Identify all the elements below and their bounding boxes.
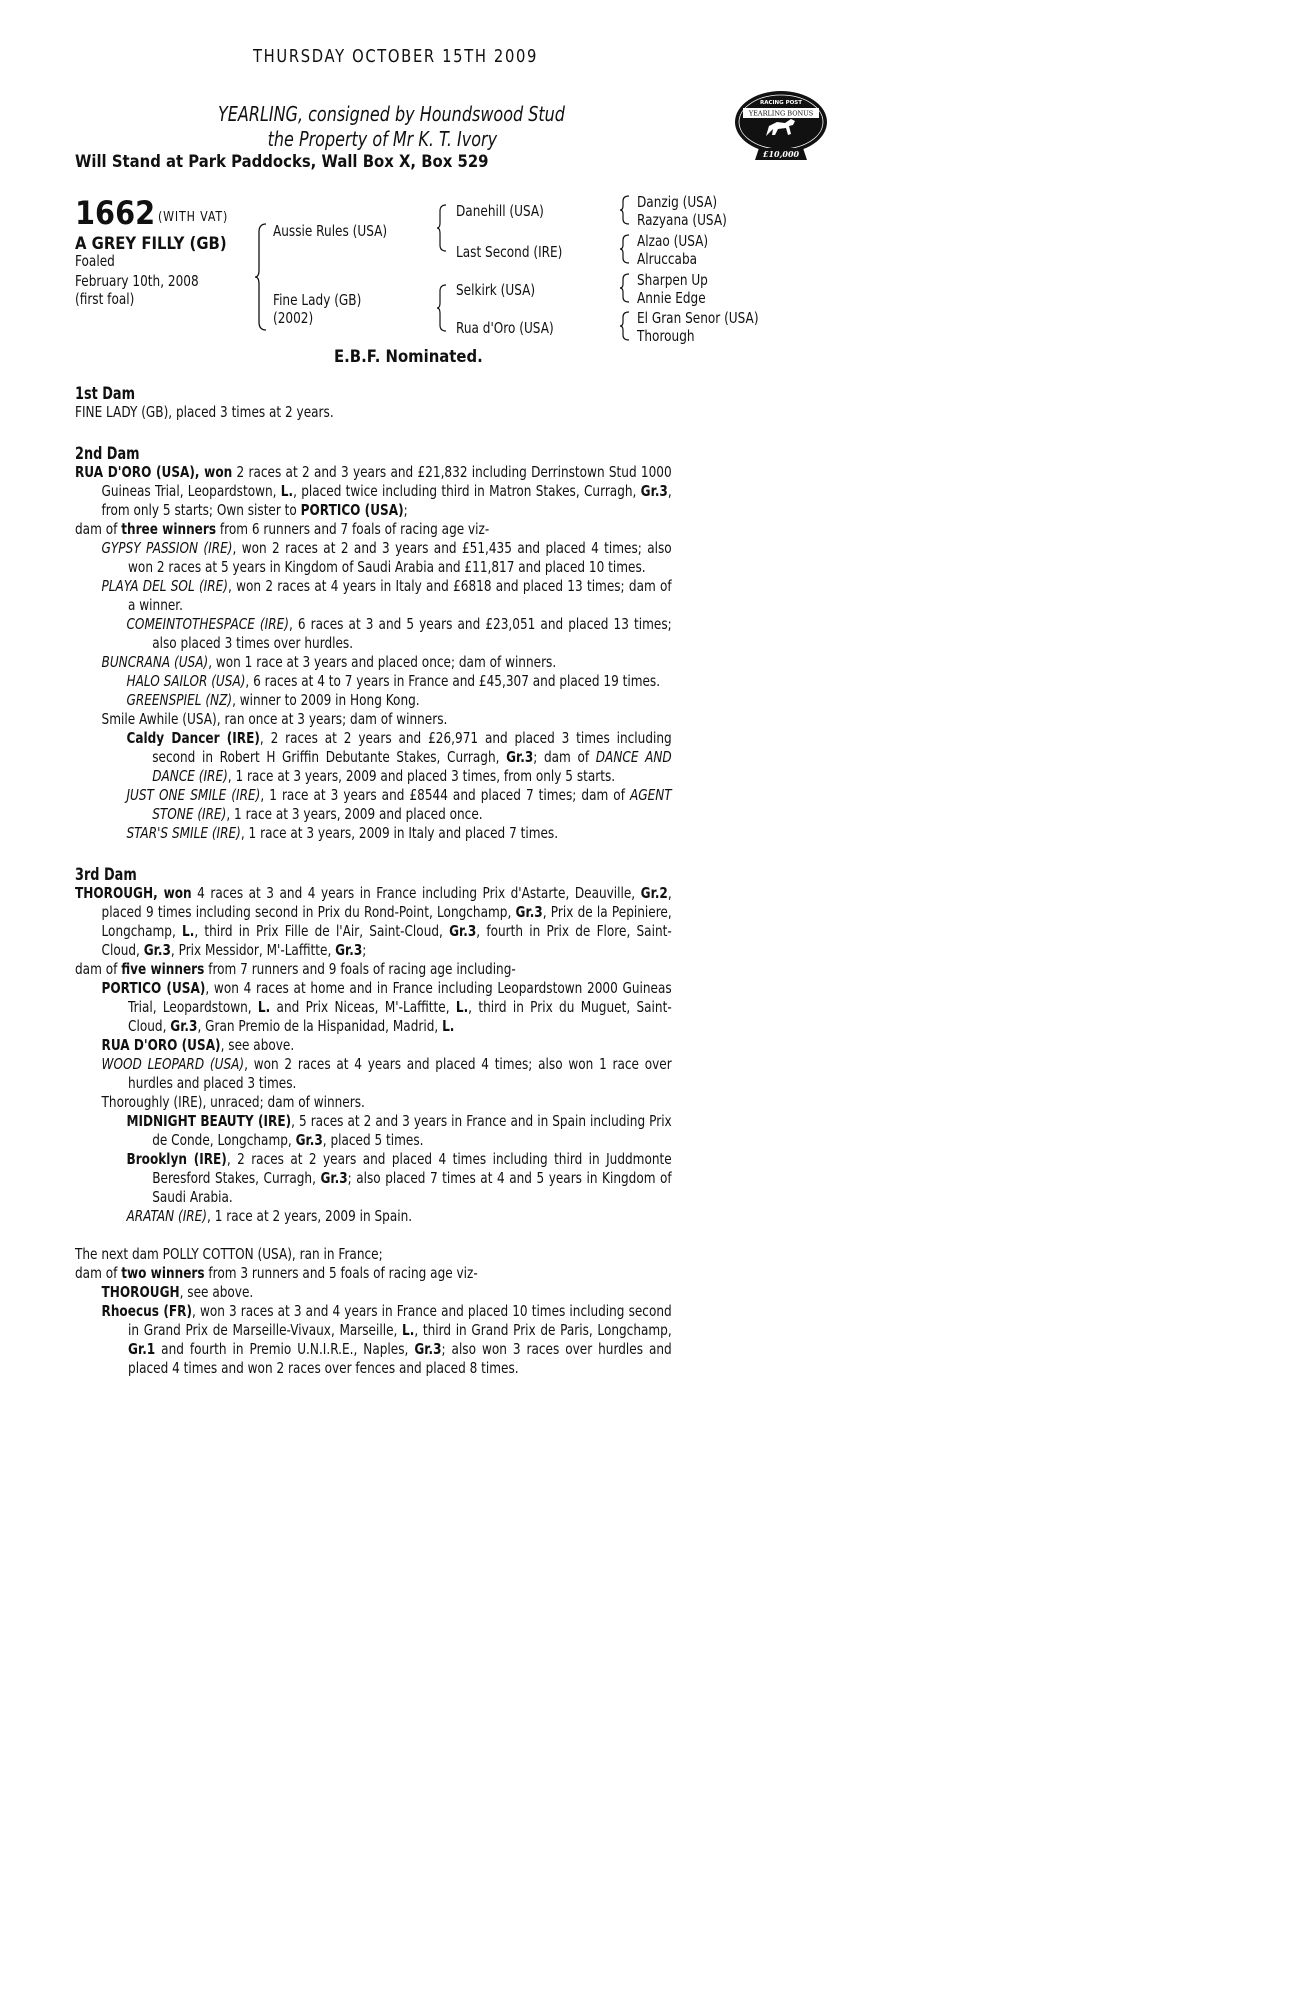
pedigree-sire-dam: Last Second (IRE) [456,243,563,261]
pedigree-brace-sire [436,203,448,253]
progeny-entry: STAR'S SMILE (IRE), 1 race at 3 years, 2009 in Italy and placed 7 times. [126,824,559,842]
progeny-entry: ARATAN (IRE), 1 race at 2 years, 2009 in Spain. [126,1207,413,1225]
stabling-location: Will Stand at Park Paddocks, Wall Box X, Box 529 [75,152,489,171]
second-dam-heading: 2nd Dam [75,444,140,463]
pedigree-g3-3: Alzao (USA) [637,232,709,250]
pedigree-g3-2: Razyana (USA) [637,211,727,229]
vat-label: (WITH VAT) [158,210,229,225]
pedigree-g3-8: Thorough [637,327,695,345]
pedigree-notes [75,384,672,1378]
consignor-block [218,102,565,152]
ebf-note: E.B.F. Nominated. [334,347,483,366]
progeny-entry: JUST ONE SMILE (IRE), 1 race at 3 years and £8544 and placed 7 times; dam of AGENT STONE (IRE), 1 race at 3 years, 2009 and placed once. [126,786,672,823]
progeny-entry: Caldy Dancer (IRE), 2 races at 2 years and £26,971 and placed 3 times including second in Robert H Griffin Debutante Stakes, Curragh, Gr.3; dam of DANCE AND DANCE (IRE), 1 race at 3 years, 2009 and placed 3 times, from only 5 starts. [126,729,672,785]
pedigree-g3-1: Danzig (USA) [637,193,718,211]
progeny-entry: PORTICO (USA), won 4 races at home and in France including Leopardstown 2000 Guineas Trial, Leopardstown, L. and Prix Niceas, M'-Laffitte, L., third in Prix du Muguet, Saint-Cloud, Gr.3, Gran Premio de la Hispanidad, Madrid, L. [101,979,672,1035]
progeny-entry: GREENSPIEL (NZ), winner to 2009 in Hong Kong. [126,691,420,709]
pedigree-dam: Fine Lady (GB) [273,291,362,309]
second-dam-entry: RUA D'ORO (USA), won 2 races at 2 and 3 years and £21,832 including Derrinstown Stud 1000 Guineas Trial, Leopardstown, L., placed twice including third in Matron Stakes, Curragh, Gr.3, from only 5 starts; Own sister to PORTICO (USA); [75,463,672,519]
pedigree-brace-g3-1 [619,194,631,226]
progeny-entry: Brooklyn (IRE), 2 races at 2 years and placed 4 times including third in Juddmonte Beresford Stakes, Curragh, Gr.3; also placed 7 times at 4 and 5 years in Kingdom of Saudi Arabia. [126,1150,672,1206]
pedigree-g3-5: Sharpen Up [637,271,708,289]
pedigree-g3-7: El Gran Senor (USA) [637,309,759,327]
first-dam-text: FINE LADY (GB), placed 3 times at 2 years. [75,403,334,421]
horse-name: A GREY FILLY (GB) [75,234,227,253]
badge-amount: £10,000 [762,149,800,159]
progeny-entry: COMEINTOTHESPACE (IRE), 6 races at 3 and 5 years and £23,051 and placed 13 times; also placed 3 times over hurdles. [126,615,672,652]
pedigree-dam-dam: Rua d'Oro (USA) [456,319,554,337]
owner-line: the Property of Mr K. T. Ivory [267,127,498,151]
progeny-entry: HALO SAILOR (USA), 6 races at 4 to 7 years in France and £45,307 and placed 19 times. [126,672,661,690]
pedigree-sire: Aussie Rules (USA) [273,222,388,240]
foal-note: (first foal) [75,290,135,308]
progeny-entry: Smile Awhile (USA), ran once at 3 years; dam of winners. [101,710,448,728]
next-dam-produce-summary: dam of two winners from 3 runners and 5 foals of racing age viz- [75,1264,478,1282]
pedigree-dam-year: (2002) [273,309,314,327]
foaled-label: Foaled [75,252,115,270]
pedigree-brace-g3-2 [619,233,631,265]
progeny-entry: THOROUGH, see above. [101,1283,254,1301]
pedigree-brace-dam [436,283,448,333]
yearling-bonus-badge [733,90,829,166]
pedigree-brace-g3-4 [619,310,631,342]
progeny-entry: BUNCRANA (USA), won 1 race at 3 years and placed once; dam of winners. [101,653,557,671]
pedigree-sire-sire: Danehill (USA) [456,202,544,220]
first-dam-heading: 1st Dam [75,384,136,403]
sale-date: THURSDAY OCTOBER 15TH 2009 [253,46,539,67]
foaled-date: February 10th, 2008 [75,272,199,290]
progeny-entry: Thoroughly (IRE), unraced; dam of winners. [101,1093,365,1111]
pedigree-g3-4: Alruccaba [637,250,698,268]
progeny-entry: PLAYA DEL SOL (IRE), won 2 races at 4 years in Italy and £6818 and placed 13 times; dam of a winner. [101,577,672,614]
third-dam-produce-summary: dam of five winners from 7 runners and 9 foals of racing age including- [75,960,516,978]
pedigree-g3-6: Annie Edge [637,289,706,307]
second-dam-produce-summary: dam of three winners from 6 runners and 7 foals of racing age viz- [75,520,490,538]
consignor-line: YEARLING, consigned by Houndswood Stud [218,102,565,126]
pedigree-brace-main [254,222,268,332]
badge-top-text: RACING POST [759,100,803,106]
progeny-entry: RUA D'ORO (USA), see above. [101,1036,295,1054]
badge-middle-text: YEARLING BONUS [748,109,814,118]
third-dam-heading: 3rd Dam [75,865,137,884]
progeny-entry: Rhoecus (FR), won 3 races at 3 and 4 years in France and placed 10 times including second in Grand Prix de Marseille-Vivaux, Marseille, L., third in Grand Prix de Paris, Longchamp, Gr.1 and fourth in Premio U.N.I.R.E., Naples, Gr.3; also won 3 races over hurdles and placed 4 times and won 2 races over fences and placed 8 times. [101,1302,672,1377]
third-dam-entry: THOROUGH, won 4 races at 3 and 4 years in France including Prix d'Astarte, Deauville, Gr.2, placed 9 times including second in Prix du Rond-Point, Longchamp, Gr.3, Prix de la Pepiniere, Longchamp, L., third in Prix Fille de l'Air, Saint-Cloud, Gr.3, fourth in Prix de Flore, Saint-Cloud, Gr.3, Prix Messidor, M'-Laffitte, Gr.3; [75,884,672,959]
next-dam-line: The next dam POLLY COTTON (USA), ran in France; [75,1245,383,1263]
progeny-entry: GYPSY PASSION (IRE), won 2 races at 2 and 3 years and £51,435 and placed 4 times; also won 2 races at 5 years in Kingdom of Saudi Arabia and £11,817 and placed 10 times. [101,539,672,576]
pedigree-brace-g3-3 [619,272,631,304]
progeny-entry: WOOD LEOPARD (USA), won 2 races at 4 years and placed 4 times; also won 1 race over hurdles and placed 3 times. [101,1055,672,1092]
pedigree-dam-sire: Selkirk (USA) [456,281,536,299]
progeny-entry: MIDNIGHT BEAUTY (IRE), 5 races at 2 and 3 years in France and in Spain including Prix de Conde, Longchamp, Gr.3, placed 5 times. [126,1112,672,1149]
lot-number: 1662 [75,194,156,232]
